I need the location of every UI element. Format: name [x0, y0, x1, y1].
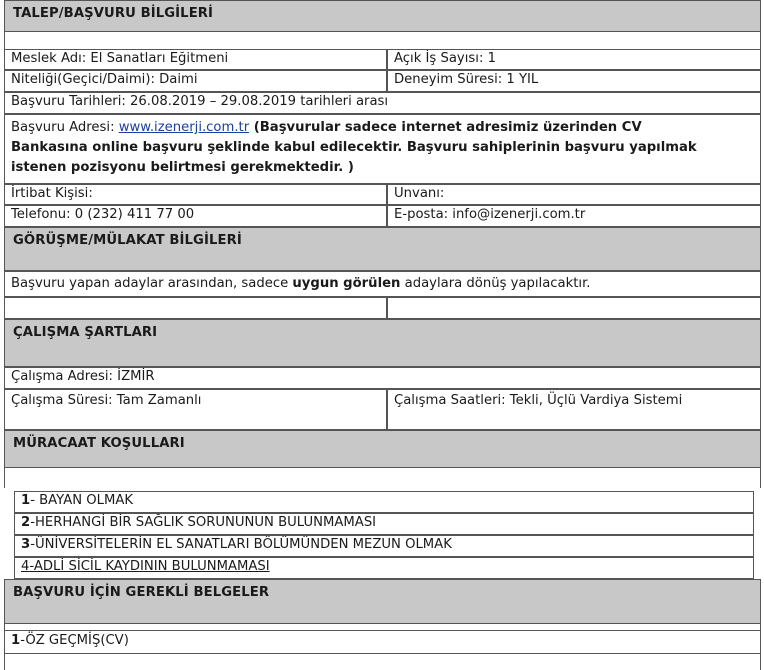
kosul-item [14, 491, 754, 513]
gorusme-bold: uygun görülen [292, 276, 401, 291]
calisma-saatleri: Çalışma Saatleri: Tekli, Üçlü Vardiya Sistemi [387, 389, 761, 430]
blank-left [4, 297, 387, 319]
calisma-adresi: Çalışma Adresi: İZMİR [4, 367, 761, 389]
irtibat-kisisi: İrtibat Kişisi: [4, 184, 387, 205]
blank-row [4, 468, 761, 488]
kosul-text: - BAYAN OLMAK [30, 493, 134, 508]
meslek-adi: Meslek Adı: El Sanatları Eğitmeni [4, 49, 387, 70]
basvuru-tarihleri: Başvuru Tarihleri: 26.08.2019 – 29.08.2019 tarihleri arası [4, 92, 761, 114]
basvuru-adresi [4, 114, 761, 184]
section-header-calisma: ÇALIŞMA ŞARTLARI [4, 319, 761, 367]
gorusme-text [4, 271, 761, 297]
kosul-number: 4 [21, 559, 30, 574]
unvani: Unvanı: [387, 184, 761, 205]
adres-label: Başvuru Adresi: [11, 120, 119, 135]
acik-is-sayisi: Açık İş Sayısı: 1 [387, 49, 761, 70]
belge-text: -ÖZ GEÇMİŞ(CV) [20, 633, 129, 648]
niteligi: Niteliği(Geçici/Daimi): Daimi [4, 70, 387, 92]
kosul-item [14, 513, 754, 535]
section-header-talep: TALEP/BAŞVURU BİLGİLERİ [4, 0, 761, 32]
kosul-text: -HERHANGİ BİR SAĞLIK SORUNUNUN BULUNMAMASI [30, 515, 377, 530]
gorusme-pre: Başvuru yapan adaylar arasından, sadece [11, 276, 293, 291]
calisma-suresi: Çalışma Süresi: Tam Zamanlı [4, 389, 387, 430]
kosul-text: -ÜNİVERSİTELERİN EL SANATLARI BÖLÜMÜNDEN MEZUN OLMAK [30, 537, 452, 552]
adres-note: (Başvurular sadece internet adresimiz üzerinden CV Bankasına online başvuru şeklinde kabul edilecektir. Başvuru sahiplerinin başvuru yapılmak istenen pozisyonu belirtmesi gerekmektedir. ) [11, 120, 697, 175]
deneyim-suresi: Deneyim Süresi: 1 YIL [387, 70, 761, 92]
kosul-item [14, 557, 754, 579]
belge-number: 1 [11, 633, 21, 648]
eposta: E-posta: info@izenerji.com.tr [387, 205, 761, 227]
blank-right [387, 297, 761, 319]
website-link[interactable]: www.izenerji.com.tr [118, 120, 250, 135]
section-header-belgeler: BAŞVURU İÇİN GEREKLİ BELGELER [4, 579, 761, 624]
belge-item [4, 630, 761, 654]
kosul-number: 2 [21, 515, 31, 530]
kosul-text: -ADLİ SİCİL KAYDININ BULUNMAMASI [29, 559, 270, 574]
kosul-number: 3 [21, 537, 31, 552]
section-header-gorusme: GÖRÜŞME/MÜLAKAT BİLGİLERİ [4, 227, 761, 271]
section-header-muracaat: MÜRACAAT KOŞULLARI [4, 430, 761, 468]
kosul-number: 1 [21, 493, 31, 508]
blank-row [4, 32, 761, 49]
gorusme-post: adaylara dönüş yapılacaktır. [400, 276, 591, 291]
kosul-item [14, 535, 754, 557]
blank-row [4, 654, 761, 670]
telefon: Telefonu: 0 (232) 411 77 00 [4, 205, 387, 227]
